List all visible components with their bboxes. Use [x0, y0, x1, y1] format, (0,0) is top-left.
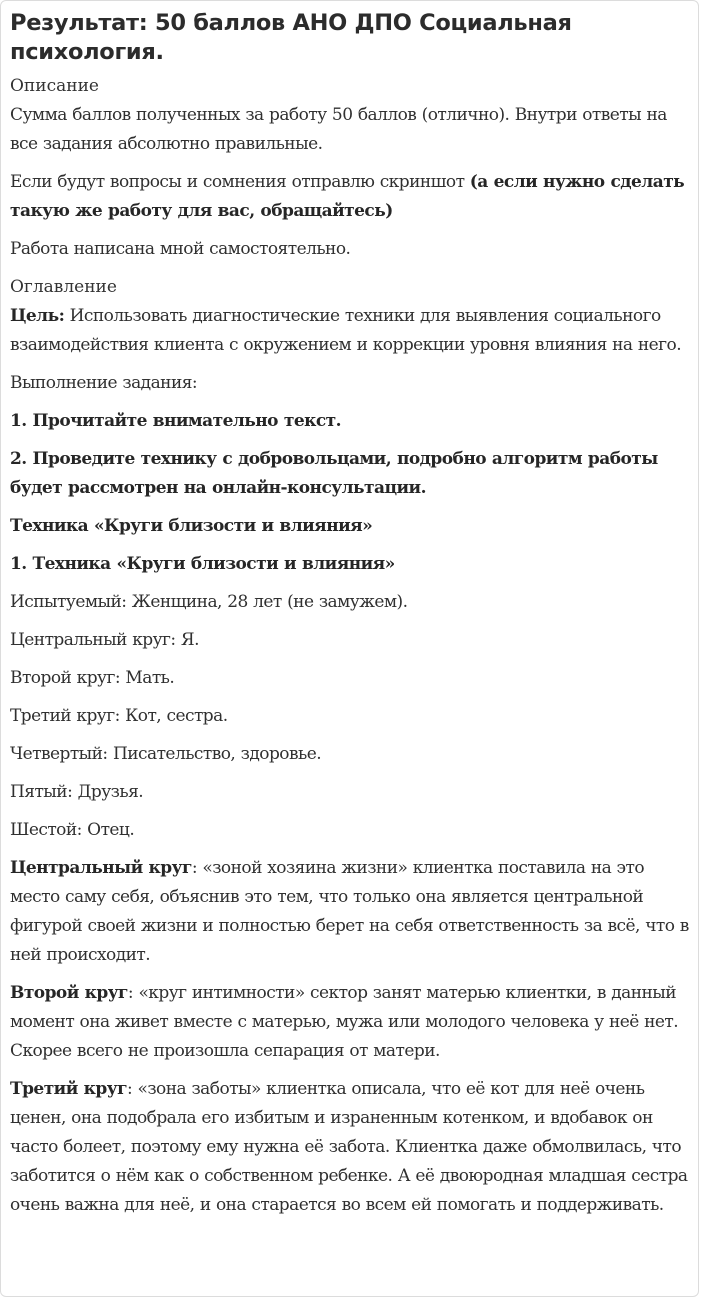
analysis-text: : «круг интимности» сектор занят матерью клиентки, в данный момент она живет вместе с матерью, мужа или молодого человека у неё нет. Скорее всего не произошла сепарация от матери.	[10, 983, 679, 1061]
analysis-text: : «зоной хозяина жизни» клиентка поставила на это место саму себя, объяснив это тем, что только она является центральной фигурой своей жизни и полностью берет на себя ответственность за всё, что в ней происходит.	[10, 858, 689, 965]
technique-numbered-text: 1. Техника «Круги близости и влияния»	[10, 554, 395, 574]
step-2-text: 2. Проведите технику с добровольцами, подробно алгоритм работы будет рассмотрен на онлайн-консультации.	[10, 449, 658, 498]
step-2	[10, 445, 689, 503]
circle-line: Третий круг: Кот, сестра.	[10, 706, 228, 726]
circle-line: Центральный круг: Я.	[10, 630, 199, 650]
description-paragraph-2-text: Если будут вопросы и сомнения отправлю скриншот	[10, 172, 470, 192]
execution-label: Выполнение задания:	[10, 373, 198, 393]
analysis-paragraph	[10, 979, 689, 1066]
circle-line: Пятый: Друзья.	[10, 782, 144, 802]
goal-paragraph	[10, 302, 689, 360]
description-label: Описание	[10, 76, 99, 96]
description-paragraph-2	[10, 168, 689, 226]
technique-heading-text: Техника «Круги близости и влияния»	[10, 516, 373, 536]
goal-label: Цель:	[10, 306, 65, 326]
analysis-paragraph	[10, 854, 689, 970]
analysis-label: Второй круг	[10, 983, 128, 1003]
analysis-text: : «зона заботы» клиентка описала, что её кот для неё очень ценен, она подобрала его избитым и израненным котенком, и вдобавок он часто болеет, поэтому ему нужна её забота. Клиентка даже обмолвилась, что заботится о нём как о собственном ребенке. А её двоюродная младшая сестра очень важна для неё, и она старается во всем ей помогать и поддерживать.	[10, 1079, 688, 1215]
step-1	[10, 407, 689, 436]
subject-line: Испытуемый: Женщина, 28 лет (не замужем).	[10, 592, 408, 612]
description-paragraph-3: Работа написана мной самостоятельно.	[10, 239, 351, 259]
technique-numbered	[10, 550, 689, 579]
contents-label: Оглавление	[10, 277, 117, 297]
description-paragraph-1: Сумма баллов полученных за работу 50 баллов (отлично). Внутри ответы на все задания абсолютно правильные.	[10, 105, 667, 154]
analysis-paragraph	[10, 1075, 689, 1220]
step-1-text: 1. Прочитайте внимательно текст.	[10, 411, 341, 431]
technique-heading	[10, 512, 689, 541]
circle-line: Четвертый: Писательство, здоровье.	[10, 744, 322, 764]
goal-text: Использовать диагностические техники для выявления социального взаимодействия клиента с окружением и коррекции уровня влияния на него.	[10, 306, 682, 355]
circle-line: Шестой: Отец.	[10, 820, 135, 840]
analysis-label: Центральный круг	[10, 858, 192, 878]
page-title: Результат: 50 баллов АНО ДПО Социальная психология.	[10, 10, 572, 65]
circle-line: Второй круг: Мать.	[10, 668, 175, 688]
description-paragraph-2-bold: (а если нужно сделать такую же работу для вас, обращайтесь)	[10, 172, 685, 221]
analysis-label: Третий круг	[10, 1079, 127, 1099]
